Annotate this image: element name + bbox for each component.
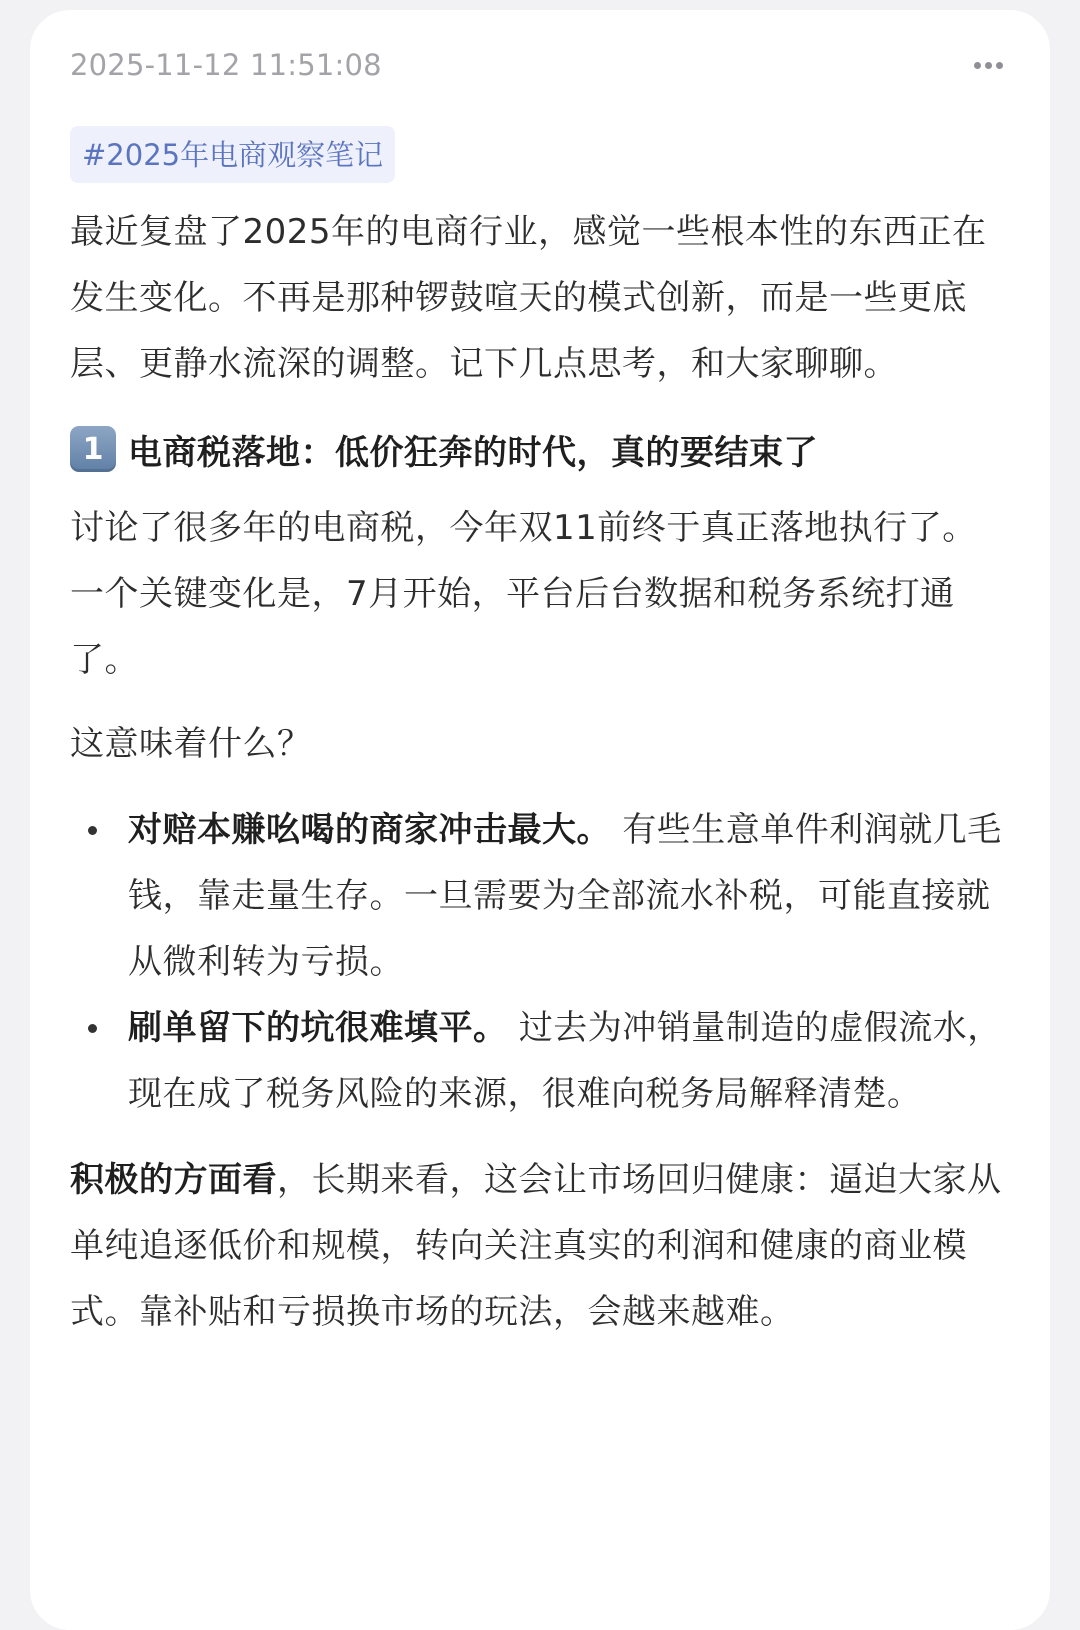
post-card [30,10,1050,1630]
section-paragraph: 讨论了很多年的电商税，今年双11前终于真正落地执行了。一个关键变化是，7月开始，平台后台数据和税务系统打通了。 [70,508,977,680]
bullet-text: 有些生意单件利润就几毛钱，靠走量生存。一旦需要为全部流水补税，可能直接就从微利转为亏损。 [128,810,1002,982]
bullet-bold-lead: 刷单留下的坑很难填平。 [128,1008,508,1048]
more-horizontal-icon [974,62,981,69]
post-header [70,10,1010,122]
section-title: 电商税落地：低价狂奔的时代，真的要结束了 [128,432,818,473]
section-heading [70,417,1010,481]
keycap-digit-one-icon: 1 [70,426,116,472]
post-timestamp: 2025-11-12 11:51:08 [70,48,382,82]
bullet-text: 过去为冲销量制造的虚假流水，现在成了税务风险的来源，很难向税务局解释清楚。 [128,1008,1002,1114]
conclusion-bold-lead: 积极的方面看 [70,1160,277,1200]
question-paragraph: 这意味着什么？ [70,724,312,764]
intro-paragraph: 最近复盘了2025年的电商行业，感觉一些根本性的东西正在发生变化。不再是那种锣鼓喧天的模式创新，而是一些更底层、更静水流深的调整。记下几点思考，和大家聊聊。 [70,212,987,384]
topic-tag[interactable]: #2025年电商观察笔记 [70,126,395,183]
list-item [70,797,1010,995]
more-options-button[interactable] [966,48,1010,82]
conclusion-text: ，长期来看，这会让市场回归健康：逼迫大家从单纯追逐低价和规模，转向关注真实的利润和健康的商业模式。靠补贴和亏损换市场的玩法，会越来越难。 [70,1160,1002,1332]
bullet-dot-icon [88,826,97,835]
more-horizontal-icon-dot [985,62,992,69]
more-horizontal-icon-dot [996,62,1003,69]
bullet-dot-icon [88,1024,97,1033]
bullet-list [70,797,1010,1127]
conclusion-paragraph [70,1147,1010,1345]
list-item [70,995,1010,1127]
bullet-bold-lead: 对赔本赚吆喝的商家冲击最大。 [128,810,611,850]
